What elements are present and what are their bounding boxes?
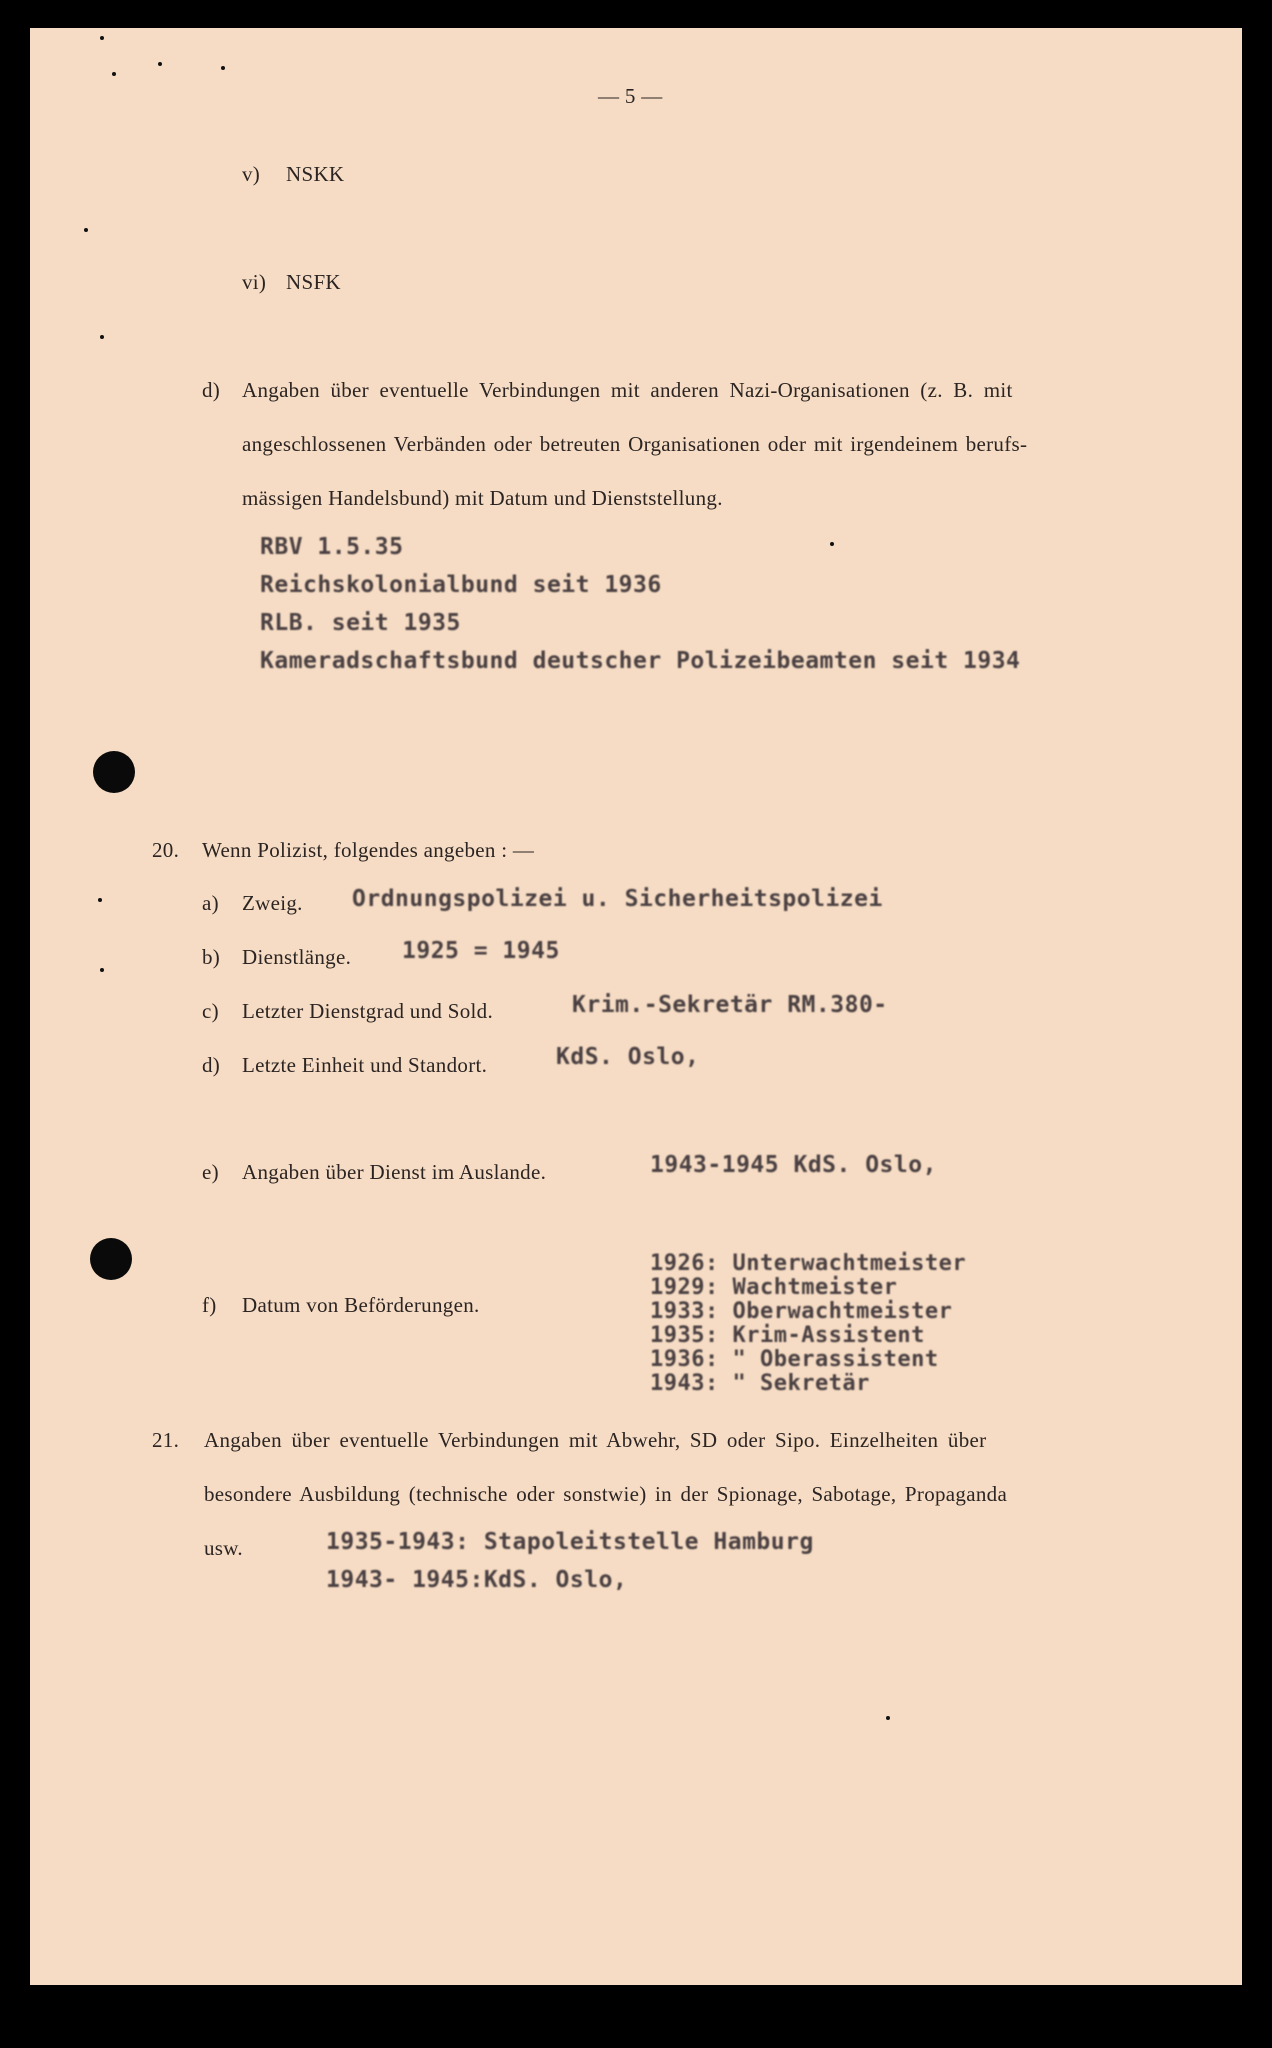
q21-number: 21.: [152, 1428, 180, 1452]
q20-f-typed: 1943: " Sekretär: [650, 1371, 870, 1396]
q20-d-label: d): [202, 1053, 221, 1077]
typed-organisation: Reichskolonialbund seit 1936: [260, 572, 662, 598]
typed-organisation: RBV 1.5.35: [260, 534, 404, 560]
q20-f-text: Datum von Beförderungen.: [242, 1293, 480, 1317]
punch-hole: [93, 751, 135, 793]
q20-b-typed: 1925 = 1945: [402, 938, 560, 964]
q20-a-label: a): [202, 891, 219, 915]
paper-speck: [112, 72, 116, 76]
q20-f-typed: 1929: Wachtmeister: [650, 1275, 898, 1300]
q20-b-text: Dienstlänge.: [242, 945, 352, 969]
q21-line3: usw.: [204, 1536, 243, 1560]
item-v-label: v): [242, 162, 261, 186]
q20-c-label: c): [202, 999, 219, 1023]
q20-f-label: f): [202, 1293, 217, 1317]
q20-e-label: e): [202, 1160, 219, 1184]
q20-c-text: Letzter Dienstgrad und Sold.: [242, 999, 494, 1023]
q20-f-typed: 1926: Unterwachtmeister: [650, 1251, 967, 1276]
q20-c-typed: Krim.-Sekretär RM.380-: [572, 992, 888, 1018]
item-vi-text: NSFK: [286, 270, 341, 294]
q21-line2: besondere Ausbildung (technische oder sonstwie) in der Spionage, Sabotage, Propaganda: [204, 1482, 1008, 1506]
item-vi-label: vi): [242, 270, 267, 294]
q21-typed: 1935-1943: Stapoleitstelle Hamburg: [326, 1529, 814, 1555]
paper-speck: [100, 968, 104, 972]
item-d-label: d): [202, 378, 221, 402]
q20-b-label: b): [202, 945, 221, 969]
paper-speck: [158, 62, 162, 66]
q20-number: 20.: [152, 838, 180, 862]
paper-speck: [830, 542, 834, 546]
q21-typed: 1943- 1945:KdS. Oslo,: [326, 1567, 628, 1593]
q20-f-typed: 1935: Krim-Assistent: [650, 1323, 925, 1348]
q20-d-text: Letzte Einheit und Standort.: [242, 1053, 488, 1077]
typed-organisation: RLB. seit 1935: [260, 610, 461, 636]
page-number: — 5 —: [598, 84, 663, 108]
item-v-text: NSKK: [286, 162, 345, 186]
q20-e-text: Angaben über Dienst im Auslande.: [242, 1160, 547, 1184]
q20-d-typed: KdS. Oslo,: [556, 1044, 700, 1070]
q20-f-typed: 1936: " Oberassistent: [650, 1347, 939, 1372]
paper-speck: [221, 66, 225, 70]
q20-f-typed: 1933: Oberwachtmeister: [650, 1299, 953, 1324]
paper-speck: [84, 228, 88, 232]
q20-e-typed: 1943-1945 KdS. Oslo,: [650, 1152, 937, 1178]
q20-a-text: Zweig.: [242, 891, 303, 915]
paper-speck: [886, 1716, 890, 1720]
document-page: [30, 28, 1242, 1985]
q20-a-typed: Ordnungspolizei u. Sicherheitspolizei: [352, 886, 883, 912]
paper-speck: [100, 335, 104, 339]
item-d-line1: Angaben über eventuelle Verbindungen mit anderen Nazi-Organisationen (z. B. mit: [242, 378, 1013, 402]
q21-line1: Angaben über eventuelle Verbindungen mit Abwehr, SD oder Sipo. Einzelheiten über: [204, 1428, 987, 1452]
punch-hole: [90, 1238, 132, 1280]
q20-heading: Wenn Polizist, folgendes angeben : —: [202, 838, 535, 862]
typed-organisation: Kameradschaftsbund deutscher Polizeibeamten seit 1934: [260, 648, 1021, 674]
item-d-line2: angeschlossenen Verbänden oder betreuten Organisationen oder mit irgendeinem berufs-: [242, 432, 1028, 456]
paper-speck: [100, 36, 104, 40]
paper-speck: [98, 898, 102, 902]
item-d-line3: mässigen Handelsbund) mit Datum und Dienststellung.: [242, 486, 723, 510]
